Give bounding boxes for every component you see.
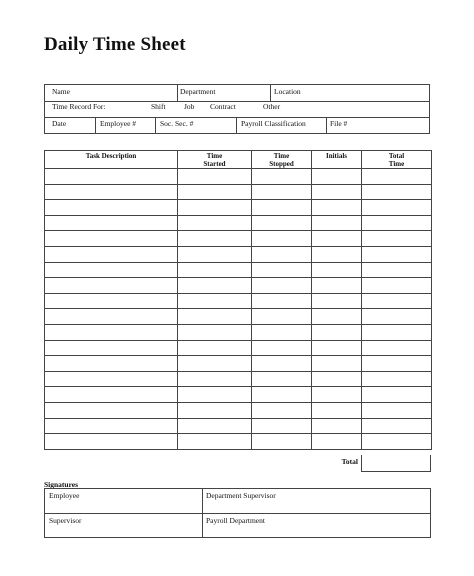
table-row[interactable] xyxy=(45,309,432,325)
signature-divider xyxy=(202,489,203,537)
table-row[interactable] xyxy=(45,356,432,372)
employee-info-box xyxy=(44,84,430,134)
table-row[interactable] xyxy=(45,231,432,247)
table-row[interactable] xyxy=(45,278,432,294)
info-divider xyxy=(95,117,96,134)
info-divider xyxy=(45,117,429,118)
info-divider xyxy=(326,117,327,134)
info-divider xyxy=(270,85,271,101)
table-row[interactable] xyxy=(45,246,432,262)
table-header-row xyxy=(45,151,432,169)
table-row[interactable] xyxy=(45,371,432,387)
signatures-heading: Signatures xyxy=(44,480,79,489)
task-table xyxy=(44,150,432,450)
shift-option[interactable]: Shift xyxy=(151,102,166,111)
contract-option[interactable]: Contract xyxy=(210,102,236,111)
soc-sec-field[interactable]: Soc. Sec. # xyxy=(160,119,194,128)
info-divider xyxy=(177,85,178,101)
payroll-classification-field[interactable]: Payroll Classification xyxy=(241,119,306,128)
name-field[interactable]: Name xyxy=(52,87,70,96)
signature-divider xyxy=(45,513,430,514)
header-total-time: Total Time xyxy=(362,151,432,169)
job-option[interactable]: Job xyxy=(184,102,195,111)
table-row[interactable] xyxy=(45,387,432,403)
table-row[interactable] xyxy=(45,402,432,418)
table-row[interactable] xyxy=(45,418,432,434)
file-number-field[interactable]: File # xyxy=(330,119,348,128)
signatures-box xyxy=(44,488,431,538)
header-time-started: Time Started xyxy=(178,151,252,169)
other-option[interactable]: Other xyxy=(263,102,281,111)
table-row[interactable] xyxy=(45,293,432,309)
time-record-for-label: Time Record For: xyxy=(52,102,106,111)
info-divider xyxy=(236,117,237,134)
table-row[interactable] xyxy=(45,184,432,200)
header-initials: Initials xyxy=(312,151,362,169)
department-field[interactable]: Department xyxy=(180,87,216,96)
header-task-description: Task Description xyxy=(45,151,178,169)
employee-signature-field[interactable]: Employee xyxy=(49,491,80,500)
department-supervisor-signature-field[interactable]: Department Supervisor xyxy=(206,491,276,500)
header-time-stopped: Time Stopped xyxy=(252,151,312,169)
total-time-field[interactable] xyxy=(361,455,431,472)
table-row[interactable] xyxy=(45,262,432,278)
table-row[interactable] xyxy=(45,434,432,450)
date-field[interactable]: Date xyxy=(52,119,67,128)
table-row[interactable] xyxy=(45,169,432,185)
table-row[interactable] xyxy=(45,215,432,231)
table-row[interactable] xyxy=(45,324,432,340)
employee-number-field[interactable]: Employee # xyxy=(100,119,137,128)
total-label: Total xyxy=(341,457,358,466)
page-title: Daily Time Sheet xyxy=(44,34,186,55)
payroll-department-signature-field[interactable]: Payroll Department xyxy=(206,516,265,525)
table-row[interactable] xyxy=(45,340,432,356)
info-divider xyxy=(155,117,156,134)
table-row[interactable] xyxy=(45,200,432,216)
supervisor-signature-field[interactable]: Supervisor xyxy=(49,516,82,525)
location-field[interactable]: Location xyxy=(274,87,301,96)
